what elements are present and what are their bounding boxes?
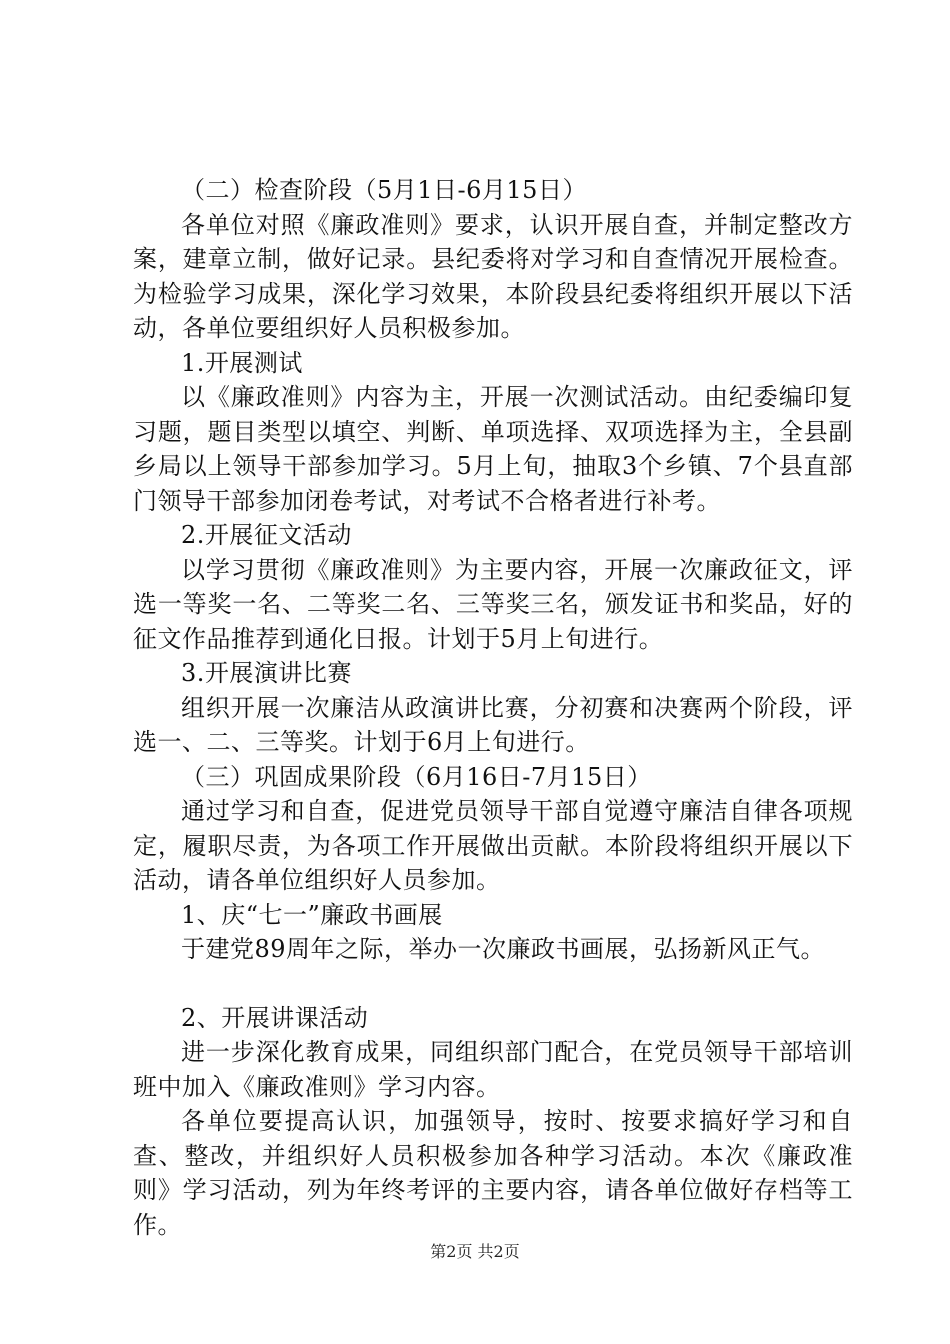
paragraph: 各单位对照《廉政准则》要求，认识开展自查，并制定整改方案，建章立制，做好记录。县纪委将对学习和自查情况开展检查。为检验学习成果，深化学习效果，本阶段县纪委将组织开展以下活动，各单位要组织好人员积极参加。 (133, 210, 853, 342)
paragraph: 通过学习和自查，促进党员领导干部自觉遵守廉洁自律各项规定，履职尽责，为各项工作开展做出贡献。本阶段将组织开展以下活动，请各单位组织好人员参加。 (133, 797, 853, 894)
paragraph: 进一步深化教育成果，同组织部门配合，在党员领导干部培训班中加入《廉政准则》学习内容。 (133, 1038, 853, 1101)
subheading-essay: 2.开展征文活动 (181, 521, 352, 549)
page-number: 第2页 共2页 (430, 1242, 520, 1261)
section-heading-inspection: （二）检查阶段（5月1日-6月15日） (181, 176, 587, 204)
subheading-lecture: 2、开展讲课活动 (181, 1003, 369, 1032)
subheading-test: 1.开展测试 (181, 348, 303, 377)
paragraph: 以《廉政准则》内容为主，开展一次测试活动。由纪委编印复习题，题目类型以填空、判断、单项选择、双项选择为主，全县副乡局以上领导干部参加学习。5月上旬，抽取3个乡镇、7个县直部门领导干部参加闭卷考试，对考试不合格者进行补考。 (133, 383, 853, 515)
subheading-speech: 3.开展演讲比赛 (181, 659, 352, 687)
section-heading-consolidate: （三）巩固成果阶段（6月16日-7月15日） (181, 762, 652, 791)
subheading-exhibition: 1、庆“七一”廉政书画展 (181, 900, 443, 929)
paragraph: 于建党89周年之际，举办一次廉政书画展，弘扬新风正气。 (181, 935, 826, 963)
paragraph: 以学习贯彻《廉政准则》为主要内容，开展一次廉政征文，评选一等奖一名、二等奖二名、三等奖三名，颁发证书和奖品，好的征文作品推荐到通化日报。计划于5月上旬进行。 (133, 555, 853, 653)
paragraph: 组织开展一次廉洁从政演讲比赛，分初赛和决赛两个阶段，评选一、二、三等奖。计划于6月上旬进行。 (133, 693, 853, 756)
paragraph-closing: 各单位要提高认识，加强领导，按时、按要求搞好学习和自查、整改，并组织好人员积极参加各种学习活动。本次《廉政准则》学习活动，列为年终考评的主要内容，请各单位做好存档等工作。 (133, 1107, 853, 1239)
document-body (133, 173, 853, 1242)
